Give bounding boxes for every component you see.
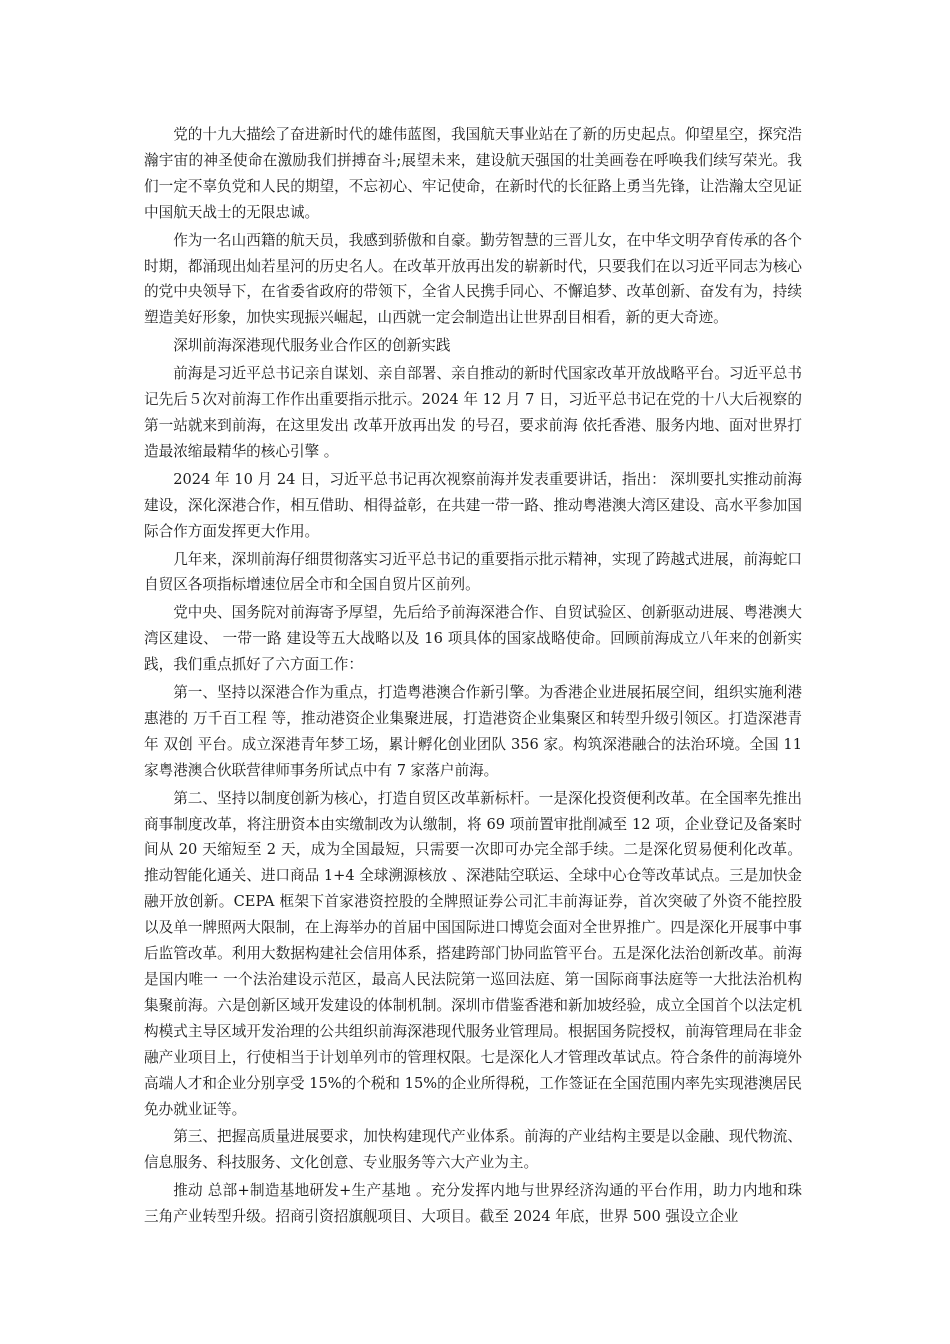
document-body bbox=[144, 122, 802, 1232]
paragraph-shanxi-astronaut: 作为一名山西籍的航天员，我感到骄傲和自豪。勤劳智慧的三晋儿女，在中华文明孕育传承的各个时期，都涌现出灿若星河的历史名人。在改革开放再出发的崭新时代，只要我们在以习近平同志为核心的党中央领导下，在省委省政府的带领下，全省人民携手同心、不懈追梦、改革创新、奋发有为，持续塑造美好形象，加快实现振兴崛起，山西就一定会制造出让世界刮目相看，新的更大奇迹。 bbox=[144, 231, 802, 327]
paragraph-progress: 几年来，深圳前海仔细贯彻落实习近平总书记的重要指示批示精神，实现了跨越式进展，前海蛇口自贸区各项指标增速位居全市和全国自贸片区前列。 bbox=[144, 550, 802, 594]
paragraph-third-point: 第三、把握高质量进展要求，加快构建现代产业体系。前海的产业结构主要是以金融、现代物流、信息服务、科技服务、文化创意、专业服务等六大产业为主。 bbox=[144, 1128, 802, 1172]
section-heading-qianhai: 深圳前海深港现代服务业合作区的创新实践 bbox=[173, 337, 451, 355]
paragraph-space-history: 党的十九大描绘了奋进新时代的雄伟蓝图，我国航天事业站在了新的历史起点。仰望星空，探究浩瀚宇宙的神圣使命在激励我们拼搏奋斗;展望未来，建设航天强国的壮美画卷在呼唤我们续写荣光。我们一定不辜负党和人民的期望，不忘初心、牢记使命，在新时代的长征路上勇当先锋，让浩瀚太空见证中国航天战士的无限忠诚。 bbox=[144, 126, 802, 221]
paragraph-qianhai-intro: 前海是习近平总书记亲自谋划、亲自部署、亲自推动的新时代国家改革开放战略平台。习近平总书记先后５次对前海工作作出重要指示批示。2024 年 12 月 7 日，习近平总书记在党的十八大后视察的第一站就来到前海，在这里发出 改革开放再出发 的号召，要求前海 依托香港、服务内地、面对世界打造最浓缩最精华的核心引擎 。 bbox=[144, 365, 802, 460]
paragraph-national-missions: 党中央、国务院对前海寄予厚望，先后给予前海深港合作、自贸试验区、创新驱动进展、粤港澳大湾区建设、 一带一路 建设等五大战略以及 16 项具体的国家战略使命。回顾前海成立八年来的创新实践，我们重点抓好了六方面工作： bbox=[144, 604, 802, 674]
paragraph-second-point: 第二、坚持以制度创新为核心，打造自贸区改革新标杆。一是深化投资便利改革。在全国率先推出商事制度改革，将注册资本由实缴制改为认缴制，将 69 项前置审批削减至 12 项，企业登记及备案时间从 20 天缩短至 2 天，成为全国最短，只需要一次即可办完全部手续。二是深化贸易便利化改革。推动智能化通关、进口商品 1+4 全球溯源核放 、深港陆空联运、全球中心仓等改革试点。三是加快金融开放创新。CEPA 框架下首家港资控股的全牌照证券公司汇丰前海证券，首次突破了外资不能控股以及单一牌照两大限制，在上海举办的首届中国国际进口博览会面对全世界推广。四是深化开展事中事后监管改革。利用大数据构建社会信用体系，搭建跨部门协同监管平台。五是深化法治创新改革。前海是国内唯一 一个法治建设示范区，最高人民法院第一巡回法庭、第一国际商事法庭等一大批法治机构集聚前海。六是创新区域开发建设的体制机制。深圳市借鉴香港和新加坡经验，成立全国首个以法定机构模式主导区域开发治理的公共组织前海深港现代服务业管理局。根据国务院授权，前海管理局在非金融产业项目上，行使相当于计划单列市的管理权限。七是深化人才管理改革试点。符合条件的前海境外高端人才和企业分别享受 15%的个税和 15%的企业所得税，工作签证在全国范围内率先实现港澳居民免办就业证等。 bbox=[144, 789, 802, 1118]
paragraph-headquarters: 推动 总部+制造基地研发+生产基地 。充分发挥内地与世界经济沟通的平台作用，助力内地和珠三角产业转型升级。招商引资招旗舰项目、大项目。截至 2024 年底，世界 500 强设立企业 bbox=[144, 1182, 802, 1226]
paragraph-first-point: 第一、坚持以深港合作为重点，打造粤港澳合作新引擎。为香港企业进展拓展空间，组织实施利港惠港的 万千百工程 等，推动港资企业集聚进展，打造港资企业集聚区和转型升级引领区。打造深港青年 双创 平台。成立深港青年梦工场，累计孵化创业团队 356 家。构筑深港融合的法治环境。全国 11 家粤港澳合伙联营律师事务所试点中有 7 家落户前海。 bbox=[144, 684, 802, 779]
paragraph-second-visit: 2024 年 10 月 24 日，习近平总书记再次视察前海并发表重要讲话，指出： 深圳要扎实推动前海建设，深化深港合作，相互借助、相得益彰，在共建一带一路、推动粤港澳大湾区建设、高水平参加国际合作方面发挥更大作用。 bbox=[144, 470, 802, 540]
